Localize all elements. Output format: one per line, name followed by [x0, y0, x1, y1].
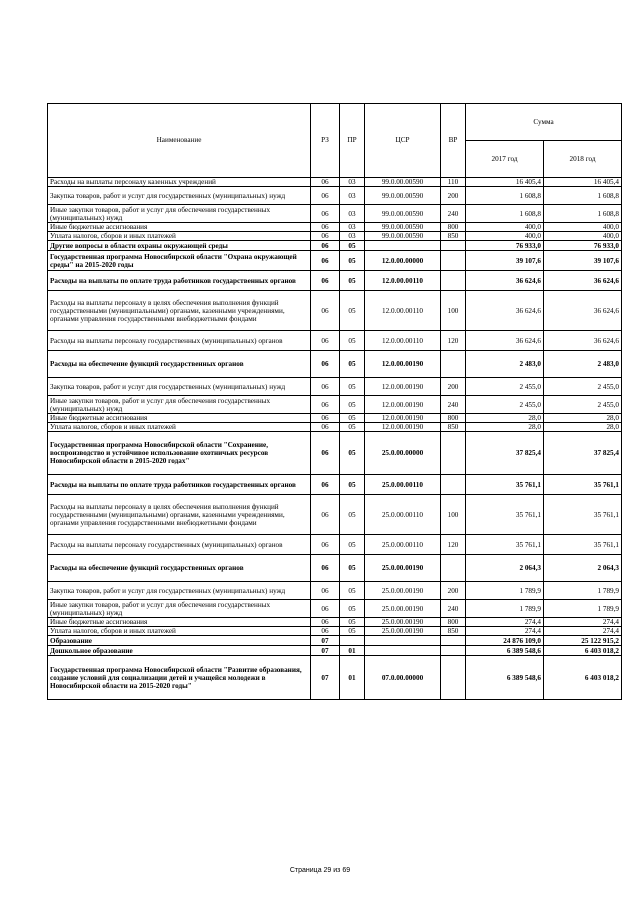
row-rz: 06 [311, 291, 340, 331]
table-header [48, 104, 622, 178]
row-name: Расходы на обеспечение функций государственных органов [48, 555, 311, 582]
row-csr: 12.0.00.00110 [365, 271, 441, 291]
row-vr [441, 656, 466, 700]
row-csr: 99.0.00.00590 [365, 205, 441, 223]
row-rz: 06 [311, 618, 340, 627]
row-pr: 05 [340, 582, 365, 600]
row-vr: 850 [441, 423, 466, 432]
row-csr: 25.0.00.00110 [365, 535, 441, 555]
row-csr [365, 241, 441, 251]
row-csr: 99.0.00.00590 [365, 223, 441, 232]
table-row [48, 535, 622, 555]
table-row [48, 251, 622, 271]
row-vr: 850 [441, 232, 466, 241]
row-name: Уплата налогов, сборов и иных платежей [48, 423, 311, 432]
row-value-2018: 400,0 [544, 232, 622, 241]
row-rz: 06 [311, 396, 340, 414]
row-value-2017: 36 624,6 [466, 291, 544, 331]
row-value-2018: 2 064,3 [544, 555, 622, 582]
row-vr [441, 555, 466, 582]
row-value-2018: 35 761,1 [544, 495, 622, 535]
row-pr: 05 [340, 618, 365, 627]
header-2017: 2017 год [466, 141, 544, 178]
row-pr: 05 [340, 475, 365, 495]
budget-table-page [47, 103, 621, 700]
header-2018: 2018 год [544, 141, 622, 178]
row-value-2018: 16 405,4 [544, 178, 622, 187]
table-row [48, 656, 622, 700]
row-value-2017: 1 789,9 [466, 582, 544, 600]
row-value-2018: 37 825,4 [544, 432, 622, 475]
row-value-2018: 400,0 [544, 223, 622, 232]
row-vr: 200 [441, 582, 466, 600]
table-row [48, 636, 622, 646]
row-value-2017: 2 455,0 [466, 396, 544, 414]
row-pr: 05 [340, 414, 365, 423]
row-csr: 25.0.00.00190 [365, 618, 441, 627]
row-rz: 07 [311, 636, 340, 646]
table-row [48, 178, 622, 187]
row-vr: 800 [441, 223, 466, 232]
row-csr: 25.0.00.00000 [365, 432, 441, 475]
row-value-2018: 2 455,0 [544, 378, 622, 396]
row-pr: 05 [340, 291, 365, 331]
row-value-2018: 35 761,1 [544, 535, 622, 555]
row-rz: 06 [311, 555, 340, 582]
row-value-2018: 2 455,0 [544, 396, 622, 414]
row-pr: 05 [340, 555, 365, 582]
budget-table [47, 103, 622, 700]
row-value-2017: 1 608,8 [466, 187, 544, 205]
row-pr: 05 [340, 432, 365, 475]
row-value-2018: 274,4 [544, 627, 622, 636]
row-name: Иные закупки товаров, работ и услуг для обеспечения государственных (муниципальных) нужд [48, 205, 311, 223]
row-pr: 05 [340, 396, 365, 414]
header-sum: Сумма [466, 104, 622, 141]
row-pr: 03 [340, 178, 365, 187]
header-vr: ВР [441, 104, 466, 178]
table-body [48, 178, 622, 700]
table-row [48, 432, 622, 475]
row-name: Расходы на выплаты персоналу казенных учреждений [48, 178, 311, 187]
row-csr [365, 636, 441, 646]
table-row [48, 600, 622, 618]
row-value-2018: 76 933,0 [544, 241, 622, 251]
row-csr: 12.0.00.00110 [365, 291, 441, 331]
row-csr: 12.0.00.00190 [365, 423, 441, 432]
row-csr: 07.0.00.00000 [365, 656, 441, 700]
row-value-2018: 39 107,6 [544, 251, 622, 271]
row-name: Государственная программа Новосибирской области "Развитие образования, создание условий для социализации детей и учащейся молодежи в Новосибирской области на 2015-2020 годы" [48, 656, 311, 700]
row-csr: 25.0.00.00190 [365, 555, 441, 582]
row-value-2018: 6 403 018,2 [544, 656, 622, 700]
row-value-2017: 1 608,8 [466, 205, 544, 223]
row-name: Расходы на выплаты персоналу в целях обеспечения выполнения функций государственными (муниципальными) органами, казенными учреждениями, органами управления государственными внебюджетными фондами [48, 495, 311, 535]
row-rz: 06 [311, 251, 340, 271]
row-value-2017: 2 064,3 [466, 555, 544, 582]
row-value-2017: 36 624,6 [466, 271, 544, 291]
row-name: Иные закупки товаров, работ и услуг для обеспечения государственных (муниципальных) нужд [48, 600, 311, 618]
row-vr: 120 [441, 535, 466, 555]
table-row [48, 291, 622, 331]
header-pr: ПР [340, 104, 365, 178]
row-value-2017: 35 761,1 [466, 475, 544, 495]
row-pr: 05 [340, 251, 365, 271]
table-row [48, 396, 622, 414]
row-vr: 100 [441, 291, 466, 331]
table-row [48, 618, 622, 627]
row-value-2017: 35 761,1 [466, 495, 544, 535]
row-value-2017: 37 825,4 [466, 432, 544, 475]
row-vr: 850 [441, 627, 466, 636]
table-row [48, 555, 622, 582]
row-value-2017: 28,0 [466, 423, 544, 432]
row-pr: 05 [340, 627, 365, 636]
row-rz: 06 [311, 351, 340, 378]
row-pr: 05 [340, 495, 365, 535]
row-name: Уплата налогов, сборов и иных платежей [48, 232, 311, 241]
row-rz: 06 [311, 432, 340, 475]
row-rz: 06 [311, 495, 340, 535]
row-value-2018: 35 761,1 [544, 475, 622, 495]
row-pr: 03 [340, 187, 365, 205]
row-rz: 06 [311, 475, 340, 495]
row-vr: 800 [441, 618, 466, 627]
row-value-2018: 2 483,0 [544, 351, 622, 378]
row-rz: 07 [311, 656, 340, 700]
row-name: Расходы на выплаты по оплате труда работников государственных органов [48, 271, 311, 291]
row-value-2018: 1 789,9 [544, 600, 622, 618]
row-vr [441, 271, 466, 291]
row-name: Уплата налогов, сборов и иных платежей [48, 627, 311, 636]
row-name: Иные бюджетные ассигнования [48, 223, 311, 232]
row-csr: 25.0.00.00190 [365, 627, 441, 636]
table-row [48, 232, 622, 241]
row-name: Государственная программа Новосибирской области "Сохранение, воспроизводство и устойчивое использование охотничьих ресурсов Новосибирской области в 2015-2020 годах" [48, 432, 311, 475]
row-csr: 25.0.00.00110 [365, 475, 441, 495]
table-row [48, 205, 622, 223]
row-pr: 01 [340, 646, 365, 656]
row-name: Другие вопросы в области охраны окружающей среды [48, 241, 311, 251]
row-value-2018: 36 624,6 [544, 271, 622, 291]
table-row [48, 495, 622, 535]
row-vr: 240 [441, 600, 466, 618]
row-vr: 240 [441, 396, 466, 414]
row-vr: 200 [441, 378, 466, 396]
row-value-2017: 274,4 [466, 627, 544, 636]
row-value-2017: 400,0 [466, 223, 544, 232]
row-rz: 06 [311, 187, 340, 205]
header-rz: РЗ [311, 104, 340, 178]
row-rz: 06 [311, 271, 340, 291]
table-row [48, 475, 622, 495]
row-vr: 110 [441, 178, 466, 187]
row-rz: 07 [311, 646, 340, 656]
row-name: Образование [48, 636, 311, 646]
row-csr: 25.0.00.00110 [365, 495, 441, 535]
row-value-2018: 28,0 [544, 423, 622, 432]
row-rz: 06 [311, 414, 340, 423]
row-vr [441, 646, 466, 656]
row-vr [441, 432, 466, 475]
row-value-2018: 36 624,6 [544, 331, 622, 351]
row-rz: 06 [311, 535, 340, 555]
header-csr: ЦСР [365, 104, 441, 178]
row-value-2017: 6 389 548,6 [466, 656, 544, 700]
table-row [48, 646, 622, 656]
row-value-2018: 1 608,8 [544, 205, 622, 223]
row-pr: 05 [340, 423, 365, 432]
row-value-2018: 36 624,6 [544, 291, 622, 331]
row-pr: 05 [340, 378, 365, 396]
row-pr: 01 [340, 656, 365, 700]
row-rz: 06 [311, 205, 340, 223]
row-pr: 05 [340, 271, 365, 291]
row-value-2017: 274,4 [466, 618, 544, 627]
row-name: Дошкольное образование [48, 646, 311, 656]
row-vr [441, 241, 466, 251]
table-row [48, 351, 622, 378]
row-csr: 12.0.00.00000 [365, 251, 441, 271]
row-value-2017: 400,0 [466, 232, 544, 241]
row-rz: 06 [311, 232, 340, 241]
row-value-2018: 28,0 [544, 414, 622, 423]
row-value-2017: 16 405,4 [466, 178, 544, 187]
table-row [48, 582, 622, 600]
row-csr [365, 646, 441, 656]
row-csr: 12.0.00.00190 [365, 378, 441, 396]
row-name: Иные бюджетные ассигнования [48, 414, 311, 423]
row-name: Закупка товаров, работ и услуг для государственных (муниципальных) нужд [48, 582, 311, 600]
row-rz: 06 [311, 423, 340, 432]
table-row [48, 423, 622, 432]
row-pr [340, 636, 365, 646]
row-name: Государственная программа Новосибирской области "Охрана окружающей среды" на 2015-2020 годы [48, 251, 311, 271]
row-csr: 99.0.00.00590 [365, 187, 441, 205]
row-csr: 25.0.00.00190 [365, 582, 441, 600]
row-vr [441, 251, 466, 271]
page-number: Страница 29 из 69 [289, 867, 351, 874]
row-value-2017: 39 107,6 [466, 251, 544, 271]
row-name: Расходы на обеспечение функций государственных органов [48, 351, 311, 378]
row-value-2017: 6 389 548,6 [466, 646, 544, 656]
row-value-2018: 274,4 [544, 618, 622, 627]
row-value-2018: 1 789,9 [544, 582, 622, 600]
row-csr: 99.0.00.00590 [365, 178, 441, 187]
row-rz: 06 [311, 178, 340, 187]
row-name: Расходы на выплаты персоналу государственных (муниципальных) органов [48, 331, 311, 351]
table-row [48, 241, 622, 251]
row-name: Иные закупки товаров, работ и услуг для обеспечения государственных (муниципальных) нужд [48, 396, 311, 414]
row-csr: 25.0.00.00190 [365, 600, 441, 618]
row-name: Закупка товаров, работ и услуг для государственных (муниципальных) нужд [48, 378, 311, 396]
row-vr: 240 [441, 205, 466, 223]
row-value-2018: 1 608,8 [544, 187, 622, 205]
row-csr: 99.0.00.00590 [365, 232, 441, 241]
table-row [48, 271, 622, 291]
row-vr [441, 475, 466, 495]
row-name: Закупка товаров, работ и услуг для государственных (муниципальных) нужд [48, 187, 311, 205]
row-pr: 05 [340, 600, 365, 618]
row-name: Расходы на выплаты персоналу в целях обеспечения выполнения функций государственными (муниципальными) органами, казенными учреждениями, органами управления государственными внебюджетными фондами [48, 291, 311, 331]
row-csr: 12.0.00.00190 [365, 396, 441, 414]
table-row [48, 223, 622, 232]
row-rz: 06 [311, 582, 340, 600]
row-pr: 05 [340, 535, 365, 555]
table-row [48, 627, 622, 636]
row-vr: 100 [441, 495, 466, 535]
row-csr: 12.0.00.00190 [365, 351, 441, 378]
row-rz: 06 [311, 241, 340, 251]
table-row [48, 187, 622, 205]
table-row [48, 378, 622, 396]
row-value-2018: 6 403 018,2 [544, 646, 622, 656]
row-csr: 12.0.00.00190 [365, 414, 441, 423]
row-value-2017: 35 761,1 [466, 535, 544, 555]
row-vr [441, 351, 466, 378]
row-value-2017: 2 455,0 [466, 378, 544, 396]
row-csr: 12.0.00.00110 [365, 331, 441, 351]
row-vr: 120 [441, 331, 466, 351]
row-vr: 800 [441, 414, 466, 423]
row-pr: 03 [340, 232, 365, 241]
row-name: Расходы на выплаты персоналу государственных (муниципальных) органов [48, 535, 311, 555]
row-rz: 06 [311, 331, 340, 351]
row-value-2017: 2 483,0 [466, 351, 544, 378]
row-rz: 06 [311, 600, 340, 618]
row-pr: 03 [340, 223, 365, 232]
row-rz: 06 [311, 627, 340, 636]
table-row [48, 331, 622, 351]
row-pr: 03 [340, 205, 365, 223]
row-value-2017: 28,0 [466, 414, 544, 423]
row-value-2017: 36 624,6 [466, 331, 544, 351]
row-rz: 06 [311, 223, 340, 232]
row-name: Иные бюджетные ассигнования [48, 618, 311, 627]
row-value-2017: 24 876 109,0 [466, 636, 544, 646]
row-rz: 06 [311, 378, 340, 396]
table-row [48, 414, 622, 423]
row-vr [441, 636, 466, 646]
row-value-2017: 76 933,0 [466, 241, 544, 251]
row-pr: 05 [340, 351, 365, 378]
row-name: Расходы на выплаты по оплате труда работников государственных органов [48, 475, 311, 495]
row-pr: 05 [340, 331, 365, 351]
row-vr: 200 [441, 187, 466, 205]
row-value-2017: 1 789,9 [466, 600, 544, 618]
row-pr: 05 [340, 241, 365, 251]
row-value-2018: 25 122 915,2 [544, 636, 622, 646]
header-name: Наименование [48, 104, 311, 178]
